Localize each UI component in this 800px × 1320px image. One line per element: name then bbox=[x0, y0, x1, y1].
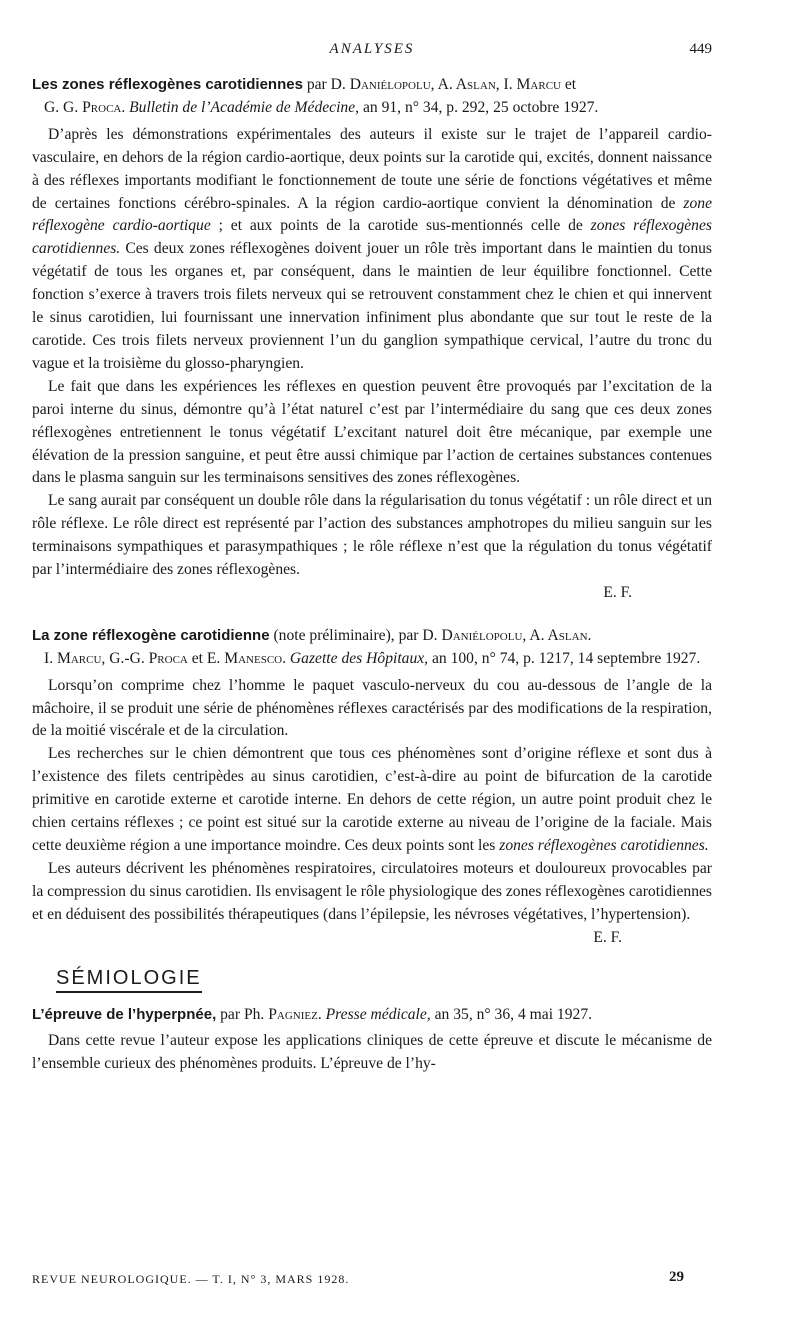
journal-name: Gazette des Hôpitaux, bbox=[286, 649, 429, 667]
paragraph: Le fait que dans les expériences les réflexes en question peuvent être provoqués par l’excitation de la paroi interne du sinus, démontre qu’à l’état naturel c’est par l’intermédiaire du sang que ces deux zones réflexogènes entretiennent le tonus végétatif L’excitant naturel doit être mécanique, par exemple une élévation de la pression sanguine, et peut être aussi chimique par l’action de certaines substances contenues dans le plasma sanguin sur les terminaisons sensitives des zones réflexogènes. bbox=[32, 377, 712, 487]
article-reference: Les zones réflexogènes carotidiennes par D. Daniélopolu, A. Aslan, I. Marcu et G. G. Proca. Bulletin de l’Académie de Médecine, an 91, n° 34, p. 292, 25 octobre 1927. bbox=[32, 76, 599, 116]
article-authors: G. G. Proca. bbox=[44, 98, 126, 116]
running-header bbox=[32, 38, 712, 62]
journal-details: an 91, n° 34, p. 292, 25 octobre 1927. bbox=[359, 98, 599, 116]
signature: E. F. bbox=[593, 928, 622, 946]
journal-details: an 35, n° 36, 4 mai 1927. bbox=[430, 1005, 593, 1023]
paragraph: Les recherches sur le chien démontrent que tous ces phénomènes sont d’origine réflexe et sont dus à l’existence des filets centripèdes au sinus carotidien, c’est-à-dire au point de bifurcation de la carotide primitive en carotide externe et carotide interne. En dehors de cette région, un autre point produit chez le chien certains réflexes ; ce point est situé sur la carotide externe au niveau de l’origine de la faciale. Mais cette deuxième région a une importance moindre. Ces deux points sont les zones réflexogènes carotidiennes. bbox=[32, 745, 712, 854]
journal-details: an 100, n° 74, p. 1217, 14 septembre 1927. bbox=[428, 649, 701, 667]
paragraph: Les auteurs décrivent les phénomènes respiratoires, circulatoires moteurs et douloureux provocables par la compression du sinus carotidien. Ils envisagent le rôle physiologique des zones réflexogènes carotidiennes et en déduisent des possibilités thérapeutiques (dans l’épilepsie, les névroses végétatives, l’hypertension). bbox=[32, 859, 712, 923]
journal-name: Bulletin de l’Académie de Médecine, bbox=[125, 98, 360, 116]
running-title: ANALYSES bbox=[329, 41, 415, 57]
article-title: L’épreuve de l’hyperpnée, bbox=[32, 1005, 217, 1023]
journal-name: Presse médicale, bbox=[321, 1005, 431, 1023]
page-footer bbox=[32, 1268, 712, 1292]
article bbox=[32, 74, 712, 605]
page-content bbox=[32, 74, 712, 1076]
article-title: La zone réflexogène carotidienne bbox=[32, 626, 270, 644]
page-number: 449 bbox=[689, 41, 712, 57]
paragraph: Le sang aurait par conséquent un double rôle dans la régularisation du tonus végétatif : un rôle direct et un rôle réflexe. Le rôle direct est représenté par l’action des substances amphotropes du milieu sanguin sur les terminaisons sympathiques et parasympathiques ; le rôle réflexe n’est que la régulation du tonus végétatif par l’intermédiaire des zones réflexogènes. bbox=[32, 492, 712, 579]
article-authors: I. Marcu, G.-G. Proca bbox=[44, 649, 188, 667]
paragraph: Dans cette revue l’auteur expose les applications cliniques de cette épreuve et discute le mécanisme de l’ensemble curieux des phénomènes produits. L’épreuve de l’hy- bbox=[32, 1032, 712, 1073]
article-reference: La zone réflexogène carotidienne (note préliminaire), par D. Daniélopolu, A. Aslan. I. Marcu, G.-G. Proca et E. Manesco. Gazette des Hôpitaux, an 100, n° 74, p. 1217, 14 septembre 1927. bbox=[32, 626, 701, 667]
article-authors: Daniélopolu, A. Aslan, I. Marcu bbox=[349, 76, 561, 93]
article-reference: L’épreuve de l’hyperpnée, par Ph. Pagniez. Presse médicale, an 35, n° 36, 4 mai 1927. bbox=[32, 1005, 593, 1023]
article bbox=[32, 625, 712, 950]
section-heading: SÉMIOLOGIE bbox=[56, 964, 712, 992]
article bbox=[32, 1004, 712, 1077]
paragraph: Lorsqu’on comprime chez l’homme le paquet vasculo-nerveux du cou au-dessous de l’angle de la mâchoire, il se produit une série de phénomènes réflexes caractérisés par des modifications de la respiration, de la moitié viscérale et de la circulation. bbox=[32, 676, 712, 740]
signature-mark: 29 bbox=[669, 1269, 684, 1285]
article-authors: Manesco. bbox=[224, 649, 287, 667]
article-title: Les zones réflexogènes carotidiennes bbox=[32, 76, 303, 93]
journal-citation: REVUE NEUROLOGIQUE. — T. I, N° 3, MARS 1928. bbox=[32, 1272, 350, 1286]
paragraph: D’après les démonstrations expérimentales des auteurs il existe sur le trajet de l’appareil cardio-vasculaire, en dehors de la région cardio-aortique, deux points sur la carotide qui, excités, donnent naissance à des réflexes importants modifiant le fonctionnement de toute une série de fonctions végétatives et même de certaines fonctions cérébro-spinales. A la région cardio-aortique convient la dénomination de zone réflexogène cardio-aortique ; et aux points de la carotide sus-mentionnés celle de zones réflexogènes carotidiennes. Ces deux zones réflexogènes doivent jouer un rôle très important dans le maintien du tonus végétatif de tous les organes et, par conséquent, dans le maintien de leur équilibre fonctionnel. Cette fonction s’exerce à travers trois filets nerveux qui se retrouvent constamment chez le chien et qui innervent le sinus carotidien, lui fournissant une innervation infiniment plus abondante que sur tout le reste de la carotide. Ces trois filets nerveux proviennent l’un du ganglion sympathique cervical, l’autre du tronc du vague et la troisième du glosso-pharyngien. bbox=[32, 125, 712, 372]
article-authors: Daniélopolu, A. Aslan. bbox=[441, 626, 592, 644]
article-authors: Pagniez. bbox=[268, 1005, 322, 1023]
signature: E. F. bbox=[603, 583, 632, 601]
